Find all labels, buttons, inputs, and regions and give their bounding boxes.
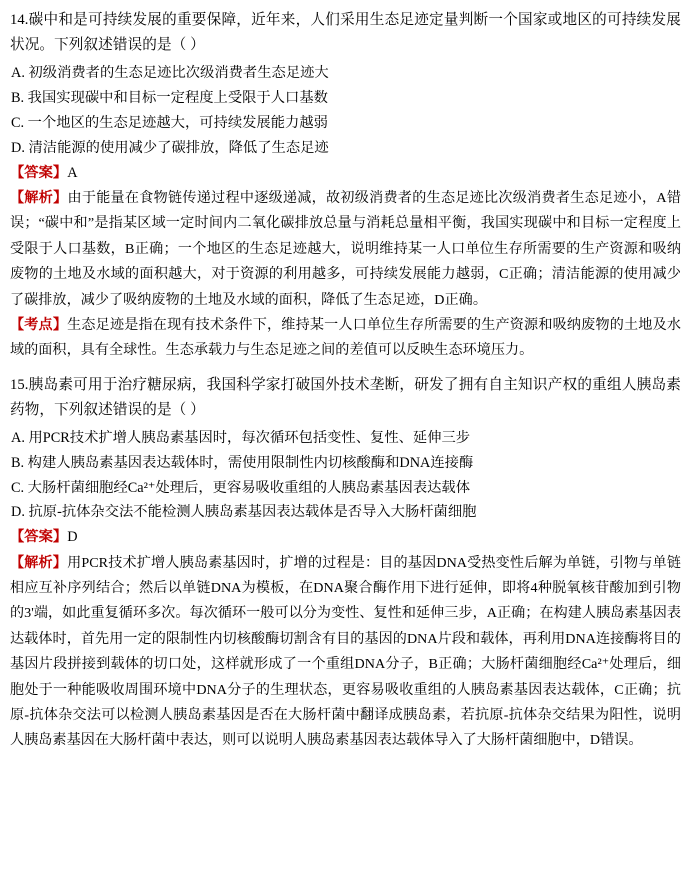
explanation-text-14: 由于能量在食物链传递过程中逐级递减，故初级消费者的生态足迹比次级消费者生态足迹小，A错误；“碳中和”是指某区域一定时间内二氧化碳排放总量与消耗总量相平衡，我国实现碳中和目标一定程度上受限于人口基数，B正确；一个地区的生态足迹越大，说明维持某一人口单位生存所需要的生产资源和吸纳废物的土地及水域的面积越大，对于资源的利用越多，可持续发展能力越弱，C正确；清洁能源的使用减少了碳排放，减少了吸纳废物的土地及水域的面积，降低了生态足迹，D正确。 (10, 190, 682, 308)
explanation-15 (10, 551, 681, 754)
keypoint-text-14: 生态足迹是指在现有技术条件下，维持某一人口单位生存所需要的生产资源和吸纳废物的土地及水域的面积，具有全球性。生态承载力与生态足迹之间的差值可以反映生态环境压力。 (10, 316, 681, 359)
question-block-14 (10, 8, 681, 364)
option-14-d: D. 清洁能源的使用减少了碳排放，降低了生态足迹 (11, 139, 329, 156)
question-stem-15 (10, 373, 681, 423)
explanation-label-15: 【解析】 (10, 554, 68, 571)
explanation-label-14: 【解析】 (10, 190, 68, 207)
question-block-15 (10, 373, 681, 754)
question-stem-14 (10, 8, 681, 58)
option-14-b: B. 我国实现碳中和目标一定程度上受限于人口基数 (11, 90, 328, 107)
question-stem-text-15: 胰岛素可用于治疗糖尿病，我国科学家打破国外技术垄断，研发了拥有自主知识产权的重组人胰岛素药物，下列叙述错误的是（ ） (10, 376, 681, 418)
explanation-text-15: 用PCR技术扩增人胰岛素基因时，扩增的过程是：目的基因DNA受热变性后解为单链，引物与单链相应互补序列结合；然后以单链DNA为模板，在DNA聚合酶作用下进行延伸，即将4种脱氧核苷酸加到引物的3'端，如此重复循环多次。每次循环一般可以分为变性、复性和延伸三步，A正确；在构建人胰岛素基因表达载体时，首先用一定的限制性内切核酸酶切割含有目的基因的DNA片段和载体，再利用DNA连接酶将目的基因片段拼接到载体的切口处，这样就形成了一个重组DNA分子，B正确；大肠杆菌细胞经Ca²⁺处理后，细胞处于一种能吸收周围环境中DNA分子的生理状态，更容易吸收重组的人胰岛素基因表达载体，C正确；抗原-抗体杂交法可以检测人胰岛素基因是否在大肠杆菌中翻译成胰岛素，若抗原-抗体杂交结果为阳性，说明人胰岛素基因在大肠杆菌中表达，则可以说明人胰岛素基因表达载体导入了大肠杆菌细胞中，D错误。 (10, 554, 681, 749)
option-15-c: C. 大肠杆菌细胞经Ca²⁺处理后，更容易吸收重组的人胰岛素基因表达载体 (11, 479, 471, 496)
option-14-c: C. 一个地区的生态足迹越大，可持续发展能力越弱 (11, 114, 328, 131)
answer-value-14: A (67, 164, 78, 181)
option-15-a: A. 用PCR技术扩增人胰岛素基因时，每次循环包括变性、复性、延伸三步 (11, 429, 471, 446)
option-15-d: D. 抗原-抗体杂交法不能检测人胰岛素基因表达载体是否导入大肠杆菌细胞 (11, 504, 477, 521)
explanation-14 (10, 186, 681, 313)
question-number-14: 14. (10, 12, 29, 28)
keypoint-label-14: 【考点】 (10, 316, 68, 333)
question-stem-text-14: 碳中和是可持续发展的重要保障，近年来，人们采用生态足迹定量判断一个国家或地区的可持续发展状况。下列叙述错误的是（ ） (10, 12, 681, 54)
spacer (10, 364, 681, 373)
answer-label-15: 【答案】 (10, 529, 68, 546)
option-14-a: A. 初级消费者的生态足迹比次级消费者生态足迹大 (11, 65, 329, 82)
answer-value-15: D (67, 529, 78, 546)
answer-line-15 (10, 525, 681, 550)
answer-label-14: 【答案】 (10, 164, 68, 181)
answer-line-14 (10, 161, 681, 186)
question-number-15: 15. (10, 376, 29, 393)
keypoint-14 (10, 313, 681, 364)
option-15-b: B. 构建人胰岛素基因表达载体时，需使用限制性内切核酸酶和DNA连接酶 (11, 454, 474, 471)
